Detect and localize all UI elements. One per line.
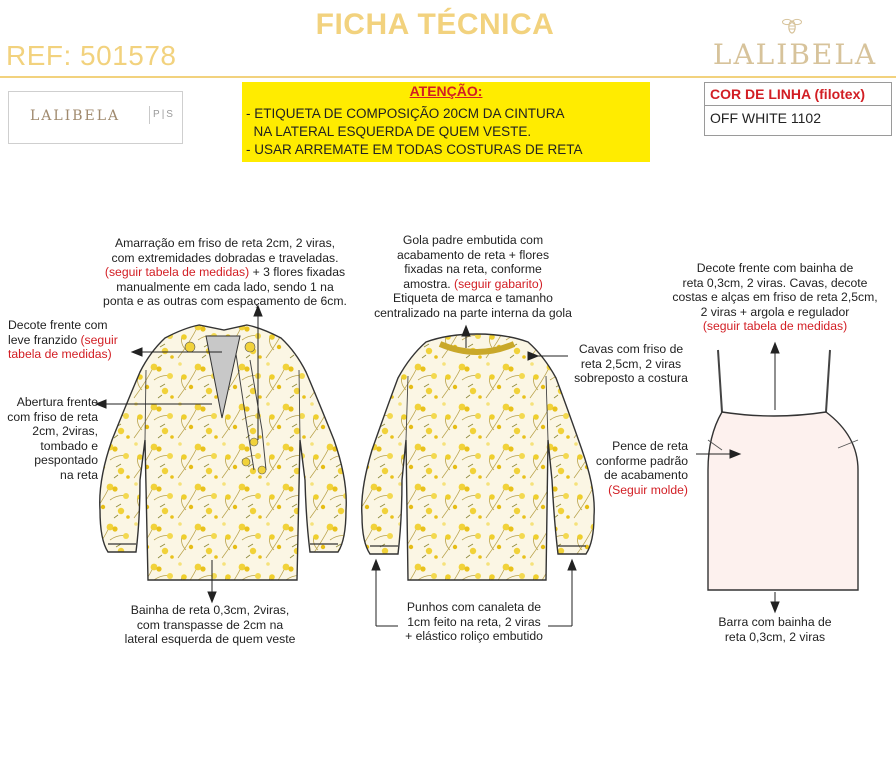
attention-line-2: NA LATERAL ESQUERDA DE QUEM VESTE. [246,124,532,139]
note-cavas: Cavas com friso de reta 2,5cm, 2 viras sobreposto a costura [574,342,688,385]
note-bainha-blusa: Bainha de reta 0,3cm, 2viras, com transpasse de 2cm na lateral esquerda de quem veste [124,603,296,646]
label-logo-name: LALIBELA [30,108,121,124]
blouse-back-drawing [362,334,595,580]
label-logo-suffix: P|S [149,106,178,124]
brand-logo-text: LALIBELA [712,38,878,71]
thread-color-value: OFF WHITE 1102 [710,110,821,126]
note-decote-frente: Decote frente com leve franzido (seguir tabela de medidas) [8,318,118,361]
camisole-drawing [708,350,858,590]
attention-title: ATENÇÃO: [409,83,483,99]
attention-line-3: - USAR ARREMATE EM TODAS COSTURAS DE RETA [246,142,583,157]
note-gola: Gola padre embutida com acabamento de reta + flores fixadas na reta, conforme amostra. (seguir gabarito) Etiqueta de marca e tamanho centralizado na parte interna da gola [374,233,572,320]
note-punhos: Punhos com canaleta de 1cm feito na reta, 2 viras + elástico roliço embutido [405,600,543,643]
note-barra: Barra com bainha de reta 0,3cm, 2 viras [718,615,832,644]
note-decote-regata: Decote frente com bainha de reta 0,3cm, 2 viras. Cavas, decote costas e alças em friso de reta 2,5cm, 2 viras + argola e regulador (seguir tabela de medidas) [672,261,878,333]
note-abertura: Abertura frente com friso de reta 2cm, 2viras, tombado e pespontado na reta [7,395,98,482]
page-title: FICHA TÉCNICA [315,8,555,41]
note-amarracao: Amarração em friso de reta 2cm, 2 viras, com extremidades dobradas e traveladas. (seguir tabela de medidas) + 3 flores fixadas manualmente em cada lado, sendo 1 na ponta e as outras com espaçamento de 6cm. [103,236,347,308]
blouse-front-drawing [100,325,347,580]
reference-code: REF: 501578 [6,40,177,71]
thread-color-label: COR DE LINHA (filotex) [710,86,866,102]
attention-line-1: - ETIQUETA DE COMPOSIÇÃO 20CM DA CINTURA [246,106,565,121]
note-pence: Pence de reta conforme padrão de acabamento (Seguir molde) [595,439,688,497]
